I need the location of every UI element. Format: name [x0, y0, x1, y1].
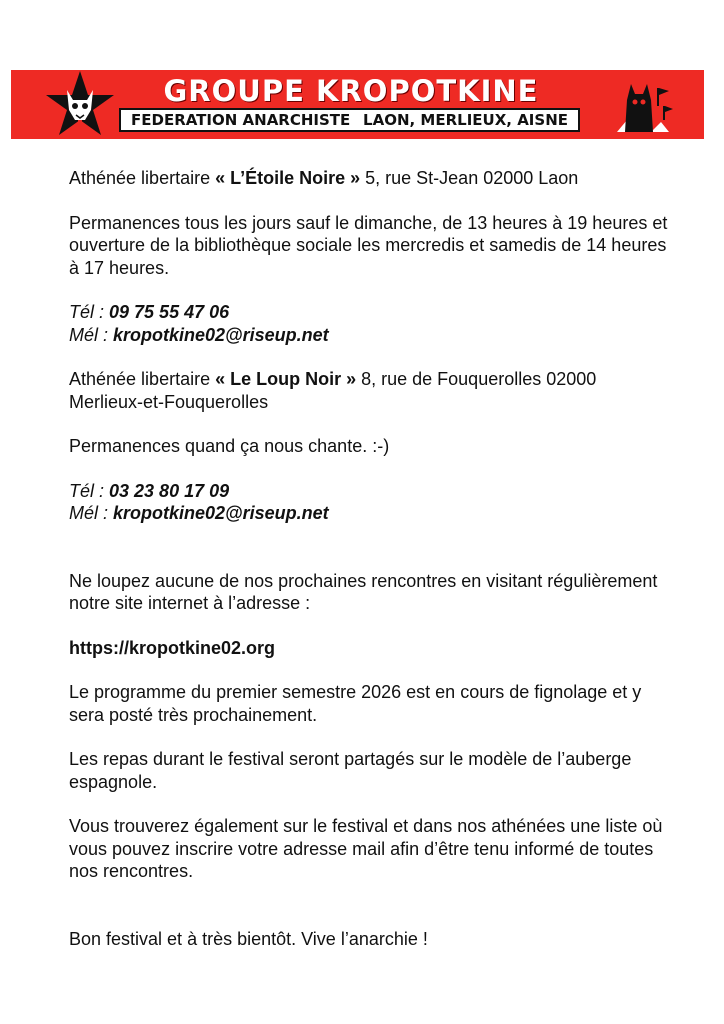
banner-title: GROUPE KROPOTKINE: [163, 74, 539, 108]
etoile-name: « L’Étoile Noire »: [215, 168, 361, 188]
black-cat-icon: [603, 70, 681, 139]
site-url: https://kropotkine02.org: [69, 637, 276, 658]
location-label: LAON, MERLIEUX, AISNE: [363, 111, 568, 129]
etoile-hours: Permanences tous les jours sauf le dimanche, de 13 heures à 19 heures et ouverture de la bibliothèque sociale les mercredis et samedis de 14 heures à 17 heures.: [69, 212, 668, 278]
loup-email: Mél : kropotkine02@riseup.net: [69, 503, 329, 523]
loup-address: Athénée libertaire « Le Loup Noir » 8, rue de Fouquerolles 02000 Merlieux-et-Fouquerolles: [69, 369, 597, 412]
header-banner: [11, 70, 704, 139]
liste-text: Vous trouverez également sur le festival et dans nos athénées une liste où vous pouvez inscrire votre adresse mail afin d’être tenu informé de toutes nos rencontres.: [69, 816, 663, 881]
site-intro: Ne loupez aucune de nos prochaines rencontres en visitant régulièrement notre site internet à l’adresse :: [69, 570, 658, 613]
programme-text: Le programme du premier semestre 2026 est en cours de fignolage et y sera posté très prochainement.: [69, 682, 642, 725]
loup-name: « Le Loup Noir »: [215, 369, 357, 389]
etoile-address: Athénée libertaire « L’Étoile Noire » 5, rue St-Jean 02000 Laon: [69, 168, 579, 188]
loup-hours: Permanences quand ça nous chante. :-): [69, 436, 390, 456]
etoile-email: Mél : kropotkine02@riseup.net: [69, 324, 329, 345]
loup-phone: Tél : 03 23 80 17 09: [69, 480, 230, 501]
black-star-cat-icon: [41, 70, 119, 139]
closing-text: Bon festival et à très bientôt. Vive l’anarchie !: [69, 928, 428, 949]
repas-text: Les repas durant le festival seront partagés sur le modèle de l’auberge espagnole.: [69, 749, 632, 792]
etoile-phone: Tél : 09 75 55 47 06: [69, 302, 230, 322]
document-body: [69, 167, 669, 950]
federation-label: FEDERATION ANARCHISTE: [131, 111, 351, 129]
banner-subtitle: [119, 108, 580, 132]
